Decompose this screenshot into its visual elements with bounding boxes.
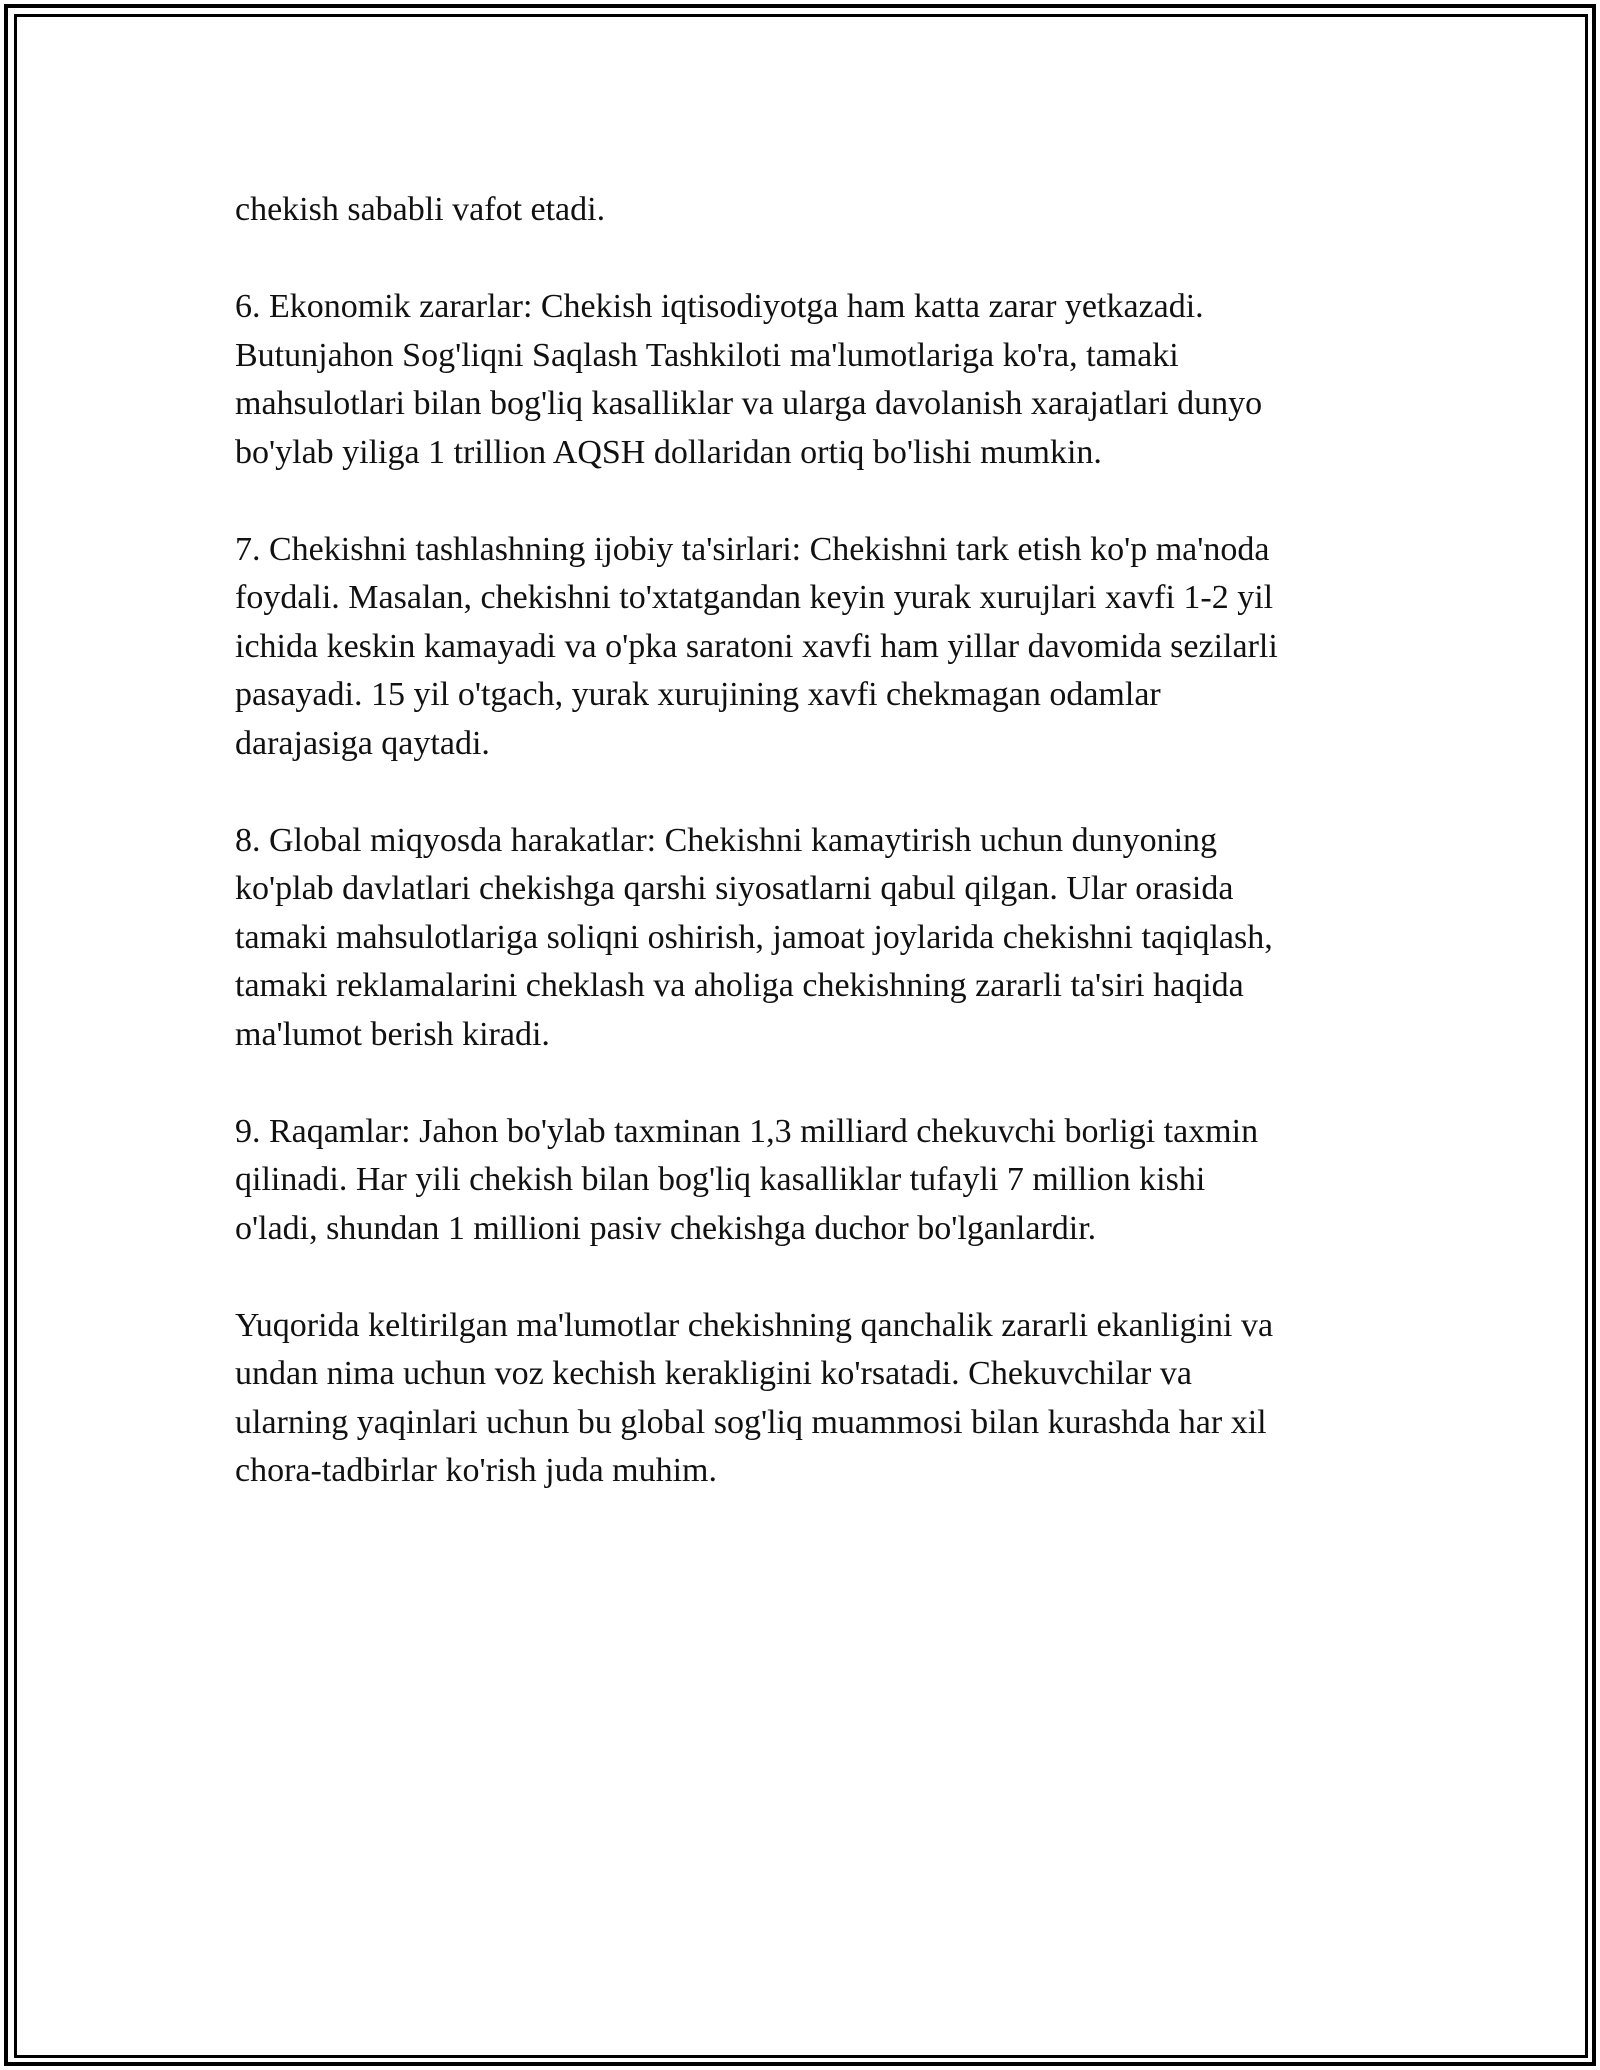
text-line: qilinadi. Har yili chekish bilan bog'liq kasalliklar tufayli 7 million kishi bbox=[235, 1161, 1206, 1198]
text-line: pasayadi. 15 yil o'tgach, yurak xurujining xavfi chekmagan odamlar bbox=[235, 676, 1161, 713]
text-line: darajasiga qaytadi. bbox=[235, 724, 490, 762]
text-line: Butunjahon Sog'liqni Saqlash Tashkiloti ma'lumotlariga ko'ra, tamaki bbox=[235, 336, 1179, 374]
paragraph-quitting-benefits bbox=[235, 526, 1375, 769]
text-line: tamaki reklamalarini cheklash va aholiga chekishning zararli ta'siri haqida bbox=[235, 967, 1244, 1004]
text-line: 9. Raqamlar: Jahon bo'ylab taxminan 1,3 milliard chekuvchi borligi taxmin bbox=[235, 1112, 1259, 1150]
paragraph-numbers bbox=[235, 1108, 1375, 1254]
text-line: Yuqorida keltirilgan ma'lumotlar chekishning qanchalik zararli ekanligini va bbox=[235, 1306, 1274, 1344]
paragraph-conclusion bbox=[235, 1302, 1375, 1496]
text-line: undan nima uchun voz kechish kerakligini ko'rsatadi. Chekuvchilar va bbox=[235, 1355, 1192, 1392]
text-line: ularning yaqinlari uchun bu global sog'liq muammosi bilan kurashda har xil bbox=[235, 1403, 1267, 1441]
text-line: 6. Ekonomik zararlar: Chekish iqtisodiyotga ham katta zarar yetkazadi. bbox=[235, 288, 1204, 325]
paragraph-economic-damage bbox=[235, 283, 1375, 477]
text-line: bo'ylab yiliga 1 trillion AQSH dollaridan ortiq bo'lishi mumkin. bbox=[235, 433, 1102, 471]
text-line: tamaki mahsulotlariga soliqni oshirish, jamoat joylarida chekishni taqiqlash, bbox=[235, 918, 1273, 956]
text-line: mahsulotlari bilan bog'liq kasalliklar va ularga davolanish xarajatlari dunyo bbox=[235, 385, 1263, 422]
text-line: foydali. Masalan, chekishni to'xtatgandan keyin yurak xurujlari xavfi 1-2 yil bbox=[235, 579, 1274, 616]
text-line: chora-tadbirlar ko'rish juda muhim. bbox=[235, 1452, 717, 1489]
paragraph-global-actions bbox=[235, 817, 1375, 1060]
text-line: o'ladi, shundan 1 millioni pasiv chekishga duchor bo'lganlardir. bbox=[235, 1209, 1097, 1247]
text-line: ma'lumot berish kiradi. bbox=[235, 1015, 550, 1053]
text-line: 8. Global miqyosda harakatlar: Chekishni kamaytirish uchun dunyoning bbox=[235, 821, 1218, 859]
text-line: ichida keskin kamayadi va o'pka saratoni xavfi ham yillar davomida sezilarli bbox=[235, 627, 1278, 665]
text-line: 7. Chekishni tashlashning ijobiy ta'sirlari: Chekishni tark etish ko'p ma'noda bbox=[235, 530, 1270, 568]
text-line: chekish sababli vafot etadi. bbox=[235, 191, 606, 228]
text-line: ko'plab davlatlari chekishga qarshi siyosatlarni qabul qilgan. Ular orasida bbox=[235, 870, 1234, 907]
document-body bbox=[235, 186, 1375, 1544]
paragraph-continuation bbox=[235, 186, 1375, 235]
